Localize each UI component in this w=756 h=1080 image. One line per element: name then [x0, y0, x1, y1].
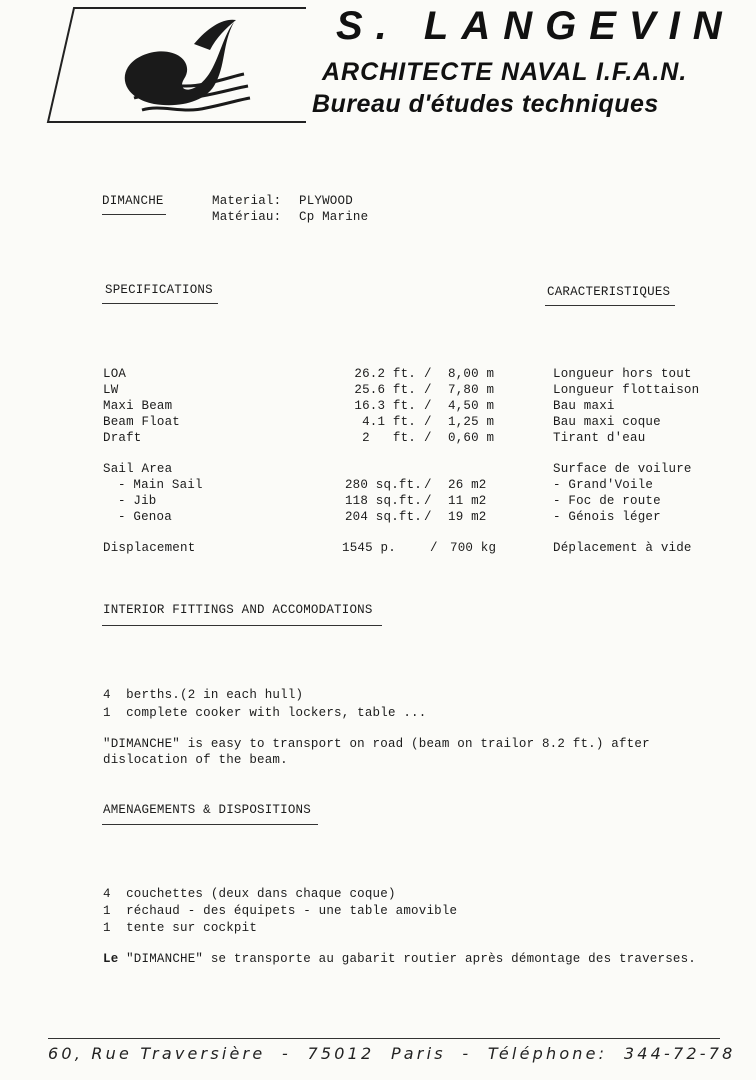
spec-slash: /	[424, 478, 432, 492]
spec-label: LW	[103, 383, 119, 397]
spec-slash: /	[424, 399, 432, 413]
sail-area-label: Sail Area	[103, 462, 173, 476]
amenagements-line-couchettes: 4 couchettes (deux dans chaque coque)	[103, 887, 396, 901]
material-value-en: PLYWOOD	[299, 194, 353, 208]
interior-underline	[102, 625, 382, 626]
transport-rest: "DIMANCHE" se transporte au gabarit routier après démontage des traverses.	[118, 952, 696, 966]
sail-fr: - Foc de route	[553, 494, 661, 508]
bureau-title: Bureau d'études techniques	[312, 90, 659, 118]
interior-heading: INTERIOR FITTINGS AND ACCOMODATIONS	[103, 603, 373, 617]
sail-metric: 26 m2	[448, 478, 487, 492]
spec-imperial: 4.1 ft.	[362, 415, 416, 429]
interior-transport-line2: dislocation of the beam.	[103, 753, 288, 767]
material-label-en: Material:	[212, 194, 282, 208]
spec-metric: 7,80 m	[448, 383, 495, 397]
displacement-fr: Déplacement à vide	[553, 541, 692, 555]
spec-imperial: 16.3 ft.	[354, 399, 416, 413]
sail-label: - Main Sail	[118, 478, 203, 492]
amenagements-underline	[102, 824, 318, 825]
sail-metric: 19 m2	[448, 510, 487, 524]
spec-label: Maxi Beam	[103, 399, 173, 413]
interior-transport-line1: "DIMANCHE" is easy to transport on road (beam on trailor 8.2 ft.) after	[103, 737, 650, 751]
spec-metric: 4,50 m	[448, 399, 495, 413]
spec-slash: /	[424, 367, 432, 381]
spec-fr: Tirant d'eau	[553, 431, 646, 445]
caracteristiques-underline	[545, 305, 675, 306]
spec-metric: 1,25 m	[448, 415, 495, 429]
displacement-label: Displacement	[103, 541, 196, 555]
amenagements-line-tente: 1 tente sur cockpit	[103, 921, 258, 935]
sail-fr: - Génois léger	[553, 510, 661, 524]
spec-fr: Longueur flottaison	[553, 383, 700, 397]
architect-name: S. LANGEVIN	[336, 4, 735, 48]
spec-imperial: 26.2 ft.	[354, 367, 416, 381]
spec-metric: 0,60 m	[448, 431, 495, 445]
interior-line-berths: 4 berths.(2 in each hull)	[103, 688, 304, 702]
material-value-fr: Cp Marine	[299, 210, 369, 224]
sail-label: - Jib	[118, 494, 157, 508]
spec-fr: Longueur hors tout	[553, 367, 692, 381]
spec-label: Beam Float	[103, 415, 181, 429]
spec-slash: /	[424, 510, 432, 524]
transport-prefix: Le	[103, 952, 119, 966]
spec-slash: /	[424, 415, 432, 429]
footer-rule	[48, 1038, 720, 1039]
spec-label: Draft	[103, 431, 142, 445]
specifications-heading: SPECIFICATIONS	[105, 283, 213, 297]
interior-line-cooker: 1 complete cooker with lockers, table ...	[103, 706, 427, 720]
sail-fr: - Grand'Voile	[553, 478, 654, 492]
spec-metric: 8,00 m	[448, 367, 495, 381]
spec-slash: /	[424, 383, 432, 397]
spec-imperial: 2 ft.	[362, 431, 416, 445]
footer-address: 60, Rue Traversière - 75012 Paris - Téléphone: 344-72-78	[48, 1044, 736, 1063]
sail-label: - Genoa	[118, 510, 172, 524]
amenagements-heading: AMENAGEMENTS & DISPOSITIONS	[103, 803, 311, 817]
boat-name: DIMANCHE	[102, 194, 164, 208]
spec-slash: /	[430, 541, 438, 555]
spec-slash: /	[424, 494, 432, 508]
architect-title: ARCHITECTE NAVAL I.F.A.N.	[322, 58, 688, 86]
spec-fr: Bau maxi	[553, 399, 615, 413]
spec-fr: Bau maxi coque	[553, 415, 661, 429]
amenagements-line-rechaud: 1 réchaud - des équipets - une table amovible	[103, 904, 458, 918]
sail-area-fr: Surface de voilure	[553, 462, 692, 476]
letterhead-logo	[44, 4, 314, 126]
sail-imperial: 204 sq.ft.	[344, 510, 422, 524]
spec-slash: /	[424, 431, 432, 445]
caracteristiques-heading: CARACTERISTIQUES	[547, 285, 671, 299]
boat-name-underline	[102, 214, 166, 215]
specifications-underline	[102, 303, 218, 304]
material-label-fr: Matériau:	[212, 210, 282, 224]
displacement-metric: 700 kg	[450, 541, 497, 555]
spec-label: LOA	[103, 367, 127, 381]
sail-metric: 11 m2	[448, 494, 487, 508]
amenagements-transport	[103, 952, 696, 966]
sail-imperial: 118 sq.ft.	[344, 494, 422, 508]
spec-imperial: 25.6 ft.	[354, 383, 416, 397]
sail-imperial: 280 sq.ft.	[344, 478, 422, 492]
displacement-imperial: 1545 p.	[342, 541, 396, 555]
